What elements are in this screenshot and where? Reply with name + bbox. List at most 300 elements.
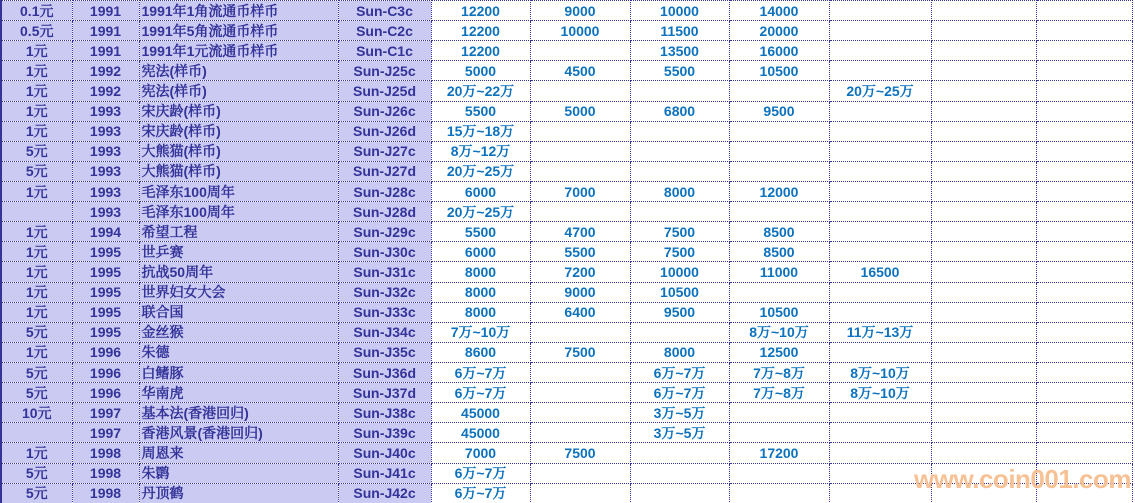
cell-price-4: 8500: [729, 222, 829, 242]
table-row: [1, 423, 1132, 443]
cell-coin-name: 宪法(样币): [139, 81, 338, 101]
cell-price-4: [729, 81, 829, 101]
table-row: [1, 101, 1132, 121]
cell-price-1: 8万~12万: [431, 141, 530, 161]
cell-code: Sun-J41c: [338, 463, 431, 483]
cell-price-7: [1036, 181, 1132, 201]
cell-price-7: [1036, 41, 1132, 61]
cell-price-1: 45000: [431, 423, 530, 443]
cell-price-2: [530, 383, 630, 403]
cell-coin-name: 宋庆龄(样币): [139, 121, 338, 141]
cell-coin-name: 1991年1角流通币样币: [139, 1, 338, 21]
cell-price-5: [829, 222, 931, 242]
cell-price-3: 3万~5万: [630, 403, 729, 423]
cell-coin-name: 联合国: [139, 302, 338, 322]
cell-price-7: [1036, 61, 1132, 81]
cell-code: Sun-J33c: [338, 302, 431, 322]
cell-price-2: 5000: [530, 101, 630, 121]
cell-price-5: [829, 483, 931, 503]
cell-year: 1996: [72, 362, 139, 382]
cell-year: 1991: [72, 21, 139, 41]
cell-price-4: 12000: [729, 181, 829, 201]
cell-year: 1995: [72, 262, 139, 282]
cell-price-7: [1036, 362, 1132, 382]
cell-code: Sun-J34c: [338, 322, 431, 342]
table-row: [1, 282, 1132, 302]
cell-price-4: [729, 483, 829, 503]
cell-price-1: 12200: [431, 21, 530, 41]
cell-price-3: [630, 161, 729, 181]
cell-price-4: 7万~8万: [729, 383, 829, 403]
table-row: [1, 242, 1132, 262]
cell-price-6: [931, 342, 1036, 362]
cell-price-7: [1036, 463, 1132, 483]
cell-year: 1995: [72, 282, 139, 302]
cell-year: 1995: [72, 302, 139, 322]
cell-price-5: [829, 181, 931, 201]
cell-price-4: [729, 202, 829, 222]
table-row: [1, 1, 1132, 21]
cell-price-3: 10000: [630, 1, 729, 21]
cell-price-5: 16500: [829, 262, 931, 282]
cell-year: 1998: [72, 443, 139, 463]
cell-price-4: 17200: [729, 443, 829, 463]
cell-coin-name: 白鳍豚: [139, 362, 338, 382]
cell-denomination: [1, 423, 72, 443]
cell-price-6: [931, 282, 1036, 302]
cell-coin-name: 世界妇女大会: [139, 282, 338, 302]
cell-price-3: [630, 141, 729, 161]
cell-price-6: [931, 483, 1036, 503]
cell-price-4: [729, 423, 829, 443]
cell-price-3: 8000: [630, 181, 729, 201]
cell-price-3: [630, 81, 729, 101]
cell-price-6: [931, 121, 1036, 141]
cell-price-5: [829, 101, 931, 121]
cell-year: 1993: [72, 181, 139, 201]
cell-price-7: [1036, 101, 1132, 121]
cell-denomination: 1元: [1, 242, 72, 262]
cell-coin-name: 周恩来: [139, 443, 338, 463]
cell-price-3: 6万~7万: [630, 362, 729, 382]
cell-price-1: 20万~25万: [431, 161, 530, 181]
table-row: [1, 202, 1132, 222]
cell-price-1: 45000: [431, 403, 530, 423]
cell-price-7: [1036, 483, 1132, 503]
cell-price-6: [931, 423, 1036, 443]
cell-price-7: [1036, 403, 1132, 423]
cell-coin-name: 宪法(样币): [139, 61, 338, 81]
cell-code: Sun-J25d: [338, 81, 431, 101]
cell-price-3: [630, 443, 729, 463]
cell-price-2: [530, 423, 630, 443]
cell-price-3: 5500: [630, 61, 729, 81]
cell-price-1: 12200: [431, 1, 530, 21]
cell-price-2: [530, 161, 630, 181]
table-row: [1, 262, 1132, 282]
cell-year: 1998: [72, 483, 139, 503]
cell-price-4: 9500: [729, 101, 829, 121]
table-row: [1, 443, 1132, 463]
cell-price-7: [1036, 141, 1132, 161]
cell-coin-name: 金丝猴: [139, 322, 338, 342]
cell-price-6: [931, 161, 1036, 181]
cell-year: 1993: [72, 161, 139, 181]
cell-coin-name: 大熊猫(样币): [139, 161, 338, 181]
cell-price-5: [829, 41, 931, 61]
cell-year: 1995: [72, 322, 139, 342]
cell-price-1: 15万~18万: [431, 121, 530, 141]
cell-price-6: [931, 262, 1036, 282]
cell-denomination: 10元: [1, 403, 72, 423]
cell-coin-name: 毛泽东100周年: [139, 181, 338, 201]
cell-price-1: 6万~7万: [431, 463, 530, 483]
cell-price-7: [1036, 342, 1132, 362]
cell-denomination: 1元: [1, 61, 72, 81]
cell-coin-name: 华南虎: [139, 383, 338, 403]
cell-price-7: [1036, 161, 1132, 181]
cell-code: Sun-J26c: [338, 101, 431, 121]
cell-price-4: 16000: [729, 41, 829, 61]
table-row: [1, 41, 1132, 61]
cell-price-5: [829, 423, 931, 443]
cell-denomination: 0.5元: [1, 21, 72, 41]
cell-price-3: [630, 463, 729, 483]
cell-code: Sun-J26d: [338, 121, 431, 141]
cell-price-7: [1036, 1, 1132, 21]
table-row: [1, 161, 1132, 181]
cell-code: Sun-J36d: [338, 362, 431, 382]
cell-price-3: 3万~5万: [630, 423, 729, 443]
cell-coin-name: 1991年5角流通币样币: [139, 21, 338, 41]
cell-price-7: [1036, 81, 1132, 101]
cell-coin-name: 希望工程: [139, 222, 338, 242]
cell-coin-name: 抗战50周年: [139, 262, 338, 282]
cell-year: 1998: [72, 463, 139, 483]
cell-price-4: 12500: [729, 342, 829, 362]
cell-price-2: 6400: [530, 302, 630, 322]
cell-denomination: 1元: [1, 181, 72, 201]
cell-year: 1994: [72, 222, 139, 242]
cell-year: 1993: [72, 101, 139, 121]
cell-price-4: 10500: [729, 61, 829, 81]
cell-price-6: [931, 322, 1036, 342]
cell-price-7: [1036, 443, 1132, 463]
cell-denomination: 1元: [1, 81, 72, 101]
cell-price-2: 10000: [530, 21, 630, 41]
cell-price-4: 11000: [729, 262, 829, 282]
cell-price-7: [1036, 121, 1132, 141]
cell-denomination: 1元: [1, 443, 72, 463]
cell-price-4: [729, 121, 829, 141]
cell-code: Sun-J28d: [338, 202, 431, 222]
cell-price-2: 7200: [530, 262, 630, 282]
cell-year: 1993: [72, 141, 139, 161]
cell-price-5: [829, 403, 931, 423]
cell-price-3: 7500: [630, 242, 729, 262]
cell-denomination: 1元: [1, 262, 72, 282]
cell-coin-name: 香港风景(香港回归): [139, 423, 338, 443]
cell-price-1: 7万~10万: [431, 322, 530, 342]
cell-price-4: 8万~10万: [729, 322, 829, 342]
cell-price-2: [530, 141, 630, 161]
cell-price-6: [931, 101, 1036, 121]
cell-price-6: [931, 81, 1036, 101]
cell-price-6: [931, 141, 1036, 161]
cell-price-2: 4700: [530, 222, 630, 242]
cell-price-1: 12200: [431, 41, 530, 61]
site-watermark: www.coin001.com: [914, 464, 1131, 494]
cell-price-2: [530, 322, 630, 342]
cell-price-7: [1036, 302, 1132, 322]
cell-denomination: 1元: [1, 121, 72, 141]
cell-denomination: 1元: [1, 101, 72, 121]
cell-price-4: 8500: [729, 242, 829, 262]
cell-price-5: [829, 21, 931, 41]
cell-price-7: [1036, 383, 1132, 403]
table-row: [1, 141, 1132, 161]
cell-price-4: 7万~8万: [729, 362, 829, 382]
cell-price-5: [829, 443, 931, 463]
cell-denomination: 5元: [1, 362, 72, 382]
cell-price-3: 10500: [630, 282, 729, 302]
cell-year: 1993: [72, 202, 139, 222]
table-row: [1, 383, 1132, 403]
cell-price-7: [1036, 222, 1132, 242]
cell-denomination: 1元: [1, 282, 72, 302]
cell-coin-name: 宋庆龄(样币): [139, 101, 338, 121]
cell-price-2: [530, 362, 630, 382]
cell-price-5: 8万~10万: [829, 383, 931, 403]
cell-denomination: 0.1元: [1, 1, 72, 21]
cell-price-2: 7500: [530, 443, 630, 463]
table-row: [1, 302, 1132, 322]
cell-price-3: [630, 121, 729, 141]
cell-price-3: 10000: [630, 262, 729, 282]
cell-price-3: 6800: [630, 101, 729, 121]
cell-code: Sun-J30c: [338, 242, 431, 262]
table-row: [1, 81, 1132, 101]
cell-code: Sun-J42c: [338, 483, 431, 503]
cell-price-1: 6万~7万: [431, 483, 530, 503]
cell-price-6: [931, 222, 1036, 242]
cell-price-1: 5500: [431, 101, 530, 121]
cell-price-2: [530, 121, 630, 141]
table-row: [1, 483, 1132, 503]
cell-denomination: [1, 202, 72, 222]
cell-denomination: 5元: [1, 322, 72, 342]
cell-denomination: 1元: [1, 342, 72, 362]
cell-denomination: 5元: [1, 141, 72, 161]
cell-price-6: [931, 202, 1036, 222]
cell-price-6: [931, 443, 1036, 463]
cell-coin-name: 丹顶鹤: [139, 483, 338, 503]
table-body: [1, 1, 1132, 503]
cell-code: Sun-J37d: [338, 383, 431, 403]
cell-price-2: 7500: [530, 342, 630, 362]
cell-price-6: [931, 1, 1036, 21]
cell-denomination: 5元: [1, 483, 72, 503]
cell-code: Sun-C3c: [338, 1, 431, 21]
cell-coin-name: 1991年1元流通币样币: [139, 41, 338, 61]
cell-price-1: 6万~7万: [431, 362, 530, 382]
cell-price-1: 8000: [431, 262, 530, 282]
cell-price-3: 9500: [630, 302, 729, 322]
cell-price-4: [729, 403, 829, 423]
cell-year: 1996: [72, 383, 139, 403]
cell-code: Sun-J25c: [338, 61, 431, 81]
cell-price-1: 6000: [431, 242, 530, 262]
table-row: [1, 181, 1132, 201]
cell-coin-name: 朱鹮: [139, 463, 338, 483]
cell-price-2: [530, 403, 630, 423]
cell-price-5: [829, 242, 931, 262]
cell-price-5: [829, 302, 931, 322]
cell-price-7: [1036, 282, 1132, 302]
cell-code: Sun-J31c: [338, 262, 431, 282]
cell-year: 1992: [72, 81, 139, 101]
cell-price-2: [530, 483, 630, 503]
cell-price-7: [1036, 242, 1132, 262]
cell-price-7: [1036, 423, 1132, 443]
cell-price-6: [931, 181, 1036, 201]
cell-price-4: 20000: [729, 21, 829, 41]
table-row: [1, 61, 1132, 81]
cell-code: Sun-C2c: [338, 21, 431, 41]
cell-price-1: 6万~7万: [431, 383, 530, 403]
cell-price-6: [931, 463, 1036, 483]
cell-price-5: [829, 141, 931, 161]
cell-price-2: 5500: [530, 242, 630, 262]
cell-year: 1997: [72, 403, 139, 423]
cell-price-3: [630, 322, 729, 342]
cell-price-4: 10500: [729, 302, 829, 322]
cell-price-6: [931, 21, 1036, 41]
cell-price-6: [931, 362, 1036, 382]
cell-denomination: 5元: [1, 383, 72, 403]
cell-price-4: [729, 161, 829, 181]
cell-denomination: 1元: [1, 41, 72, 61]
cell-price-5: 11万~13万: [829, 322, 931, 342]
cell-price-2: [530, 202, 630, 222]
cell-price-1: 5500: [431, 222, 530, 242]
cell-price-1: 5000: [431, 61, 530, 81]
table-row: [1, 463, 1132, 483]
cell-price-5: [829, 121, 931, 141]
cell-year: 1991: [72, 1, 139, 21]
cell-code: Sun-J29c: [338, 222, 431, 242]
cell-price-6: [931, 61, 1036, 81]
cell-price-6: [931, 403, 1036, 423]
cell-code: Sun-J28c: [338, 181, 431, 201]
cell-price-5: 20万~25万: [829, 81, 931, 101]
cell-price-3: 6万~7万: [630, 383, 729, 403]
cell-price-6: [931, 383, 1036, 403]
cell-code: Sun-J32c: [338, 282, 431, 302]
cell-price-5: [829, 282, 931, 302]
cell-price-5: 8万~10万: [829, 362, 931, 382]
table-row: [1, 121, 1132, 141]
cell-code: Sun-J27d: [338, 161, 431, 181]
cell-code: Sun-J38c: [338, 403, 431, 423]
cell-price-2: [530, 463, 630, 483]
cell-price-2: 4500: [530, 61, 630, 81]
table-row: [1, 403, 1132, 423]
cell-code: Sun-C1c: [338, 41, 431, 61]
cell-price-5: [829, 161, 931, 181]
cell-price-1: 7000: [431, 443, 530, 463]
cell-price-7: [1036, 262, 1132, 282]
cell-code: Sun-J40c: [338, 443, 431, 463]
cell-price-2: [530, 41, 630, 61]
cell-price-3: 8000: [630, 342, 729, 362]
cell-price-1: 6000: [431, 181, 530, 201]
cell-denomination: 1元: [1, 222, 72, 242]
cell-price-2: [530, 81, 630, 101]
table-row: [1, 342, 1132, 362]
cell-year: 1997: [72, 423, 139, 443]
cell-code: Sun-J39c: [338, 423, 431, 443]
cell-price-2: 7000: [530, 181, 630, 201]
cell-denomination: 5元: [1, 161, 72, 181]
cell-price-5: [829, 463, 931, 483]
cell-price-3: [630, 483, 729, 503]
cell-code: Sun-J35c: [338, 342, 431, 362]
cell-price-7: [1036, 202, 1132, 222]
cell-price-1: 8000: [431, 302, 530, 322]
table-row: [1, 222, 1132, 242]
cell-price-1: 8000: [431, 282, 530, 302]
cell-coin-name: 毛泽东100周年: [139, 202, 338, 222]
cell-price-4: [729, 282, 829, 302]
cell-year: 1995: [72, 242, 139, 262]
cell-price-5: [829, 1, 931, 21]
cell-price-3: [630, 202, 729, 222]
cell-coin-name: 世乒赛: [139, 242, 338, 262]
cell-price-3: 7500: [630, 222, 729, 242]
table-row: [1, 21, 1132, 41]
cell-price-6: [931, 41, 1036, 61]
cell-price-3: 13500: [630, 41, 729, 61]
cell-coin-name: 大熊猫(样币): [139, 141, 338, 161]
cell-price-4: 14000: [729, 1, 829, 21]
cell-year: 1992: [72, 61, 139, 81]
cell-price-1: 20万~25万: [431, 202, 530, 222]
cell-price-5: [829, 61, 931, 81]
cell-price-2: 9000: [530, 282, 630, 302]
cell-year: 1996: [72, 342, 139, 362]
cell-price-7: [1036, 21, 1132, 41]
table-row: [1, 322, 1132, 342]
cell-denomination: 1元: [1, 302, 72, 322]
cell-price-5: [829, 202, 931, 222]
cell-price-1: 20万~22万: [431, 81, 530, 101]
cell-price-1: 8600: [431, 342, 530, 362]
cell-price-3: 11500: [630, 21, 729, 41]
cell-price-4: [729, 141, 829, 161]
cell-denomination: 5元: [1, 463, 72, 483]
table-row: [1, 362, 1132, 382]
cell-price-2: 9000: [530, 1, 630, 21]
cell-code: Sun-J27c: [338, 141, 431, 161]
cell-price-5: [829, 342, 931, 362]
cell-coin-name: 基本法(香港回归): [139, 403, 338, 423]
cell-year: 1993: [72, 121, 139, 141]
cell-price-7: [1036, 322, 1132, 342]
cell-price-6: [931, 302, 1036, 322]
cell-price-6: [931, 242, 1036, 262]
cell-price-4: [729, 463, 829, 483]
